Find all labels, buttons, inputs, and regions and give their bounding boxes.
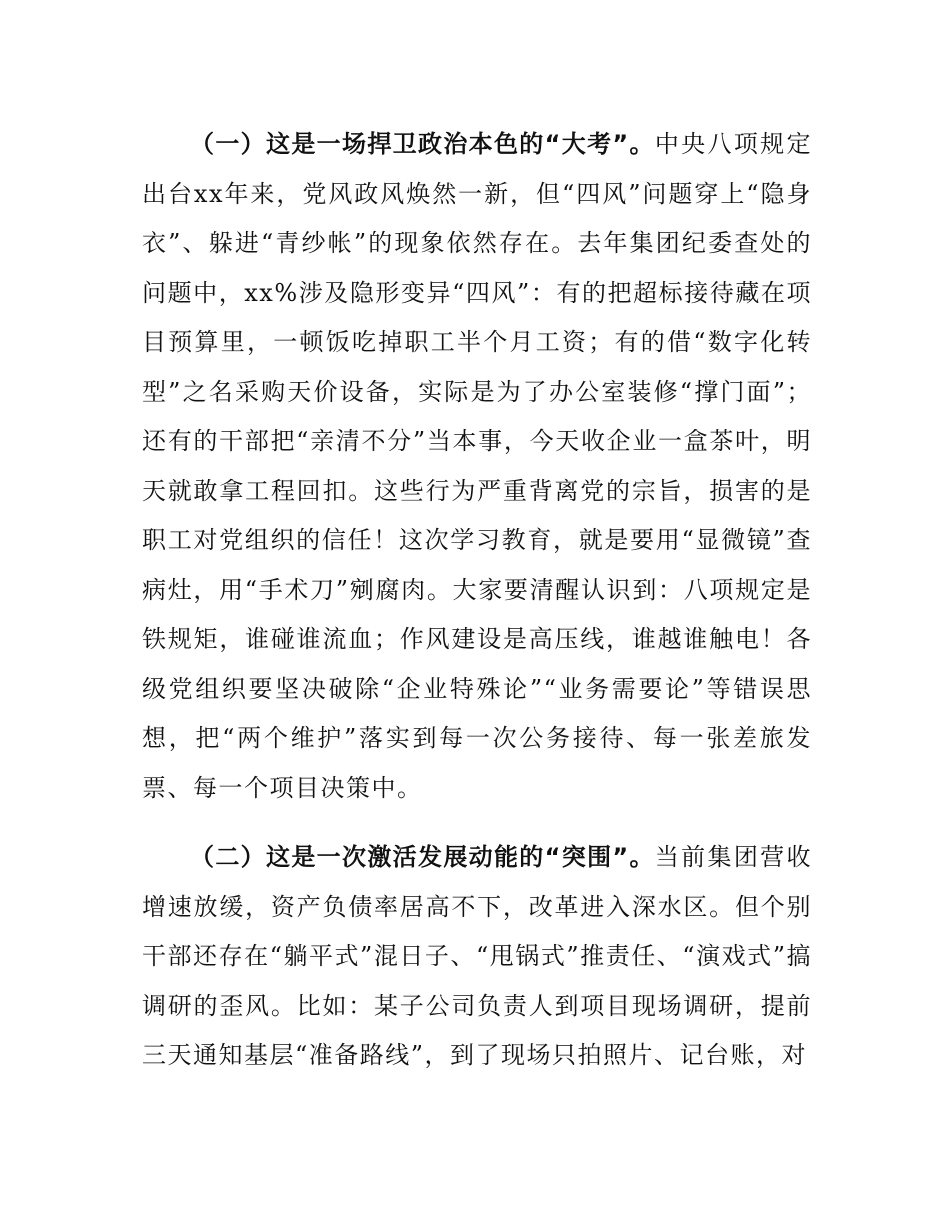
paragraph-1-body: 中央八项规定出台xx年来，党风政风焕然一新，但“四风”问题穿上“隐身衣”、躲进“青纱帐”的现象依然存在。去年集团纪委查处的问题中，xx%涉及隐形变异“四风”：有的把超标接待藏在项目预算里，一顿饭吃掉职工半个月工资；有的借“数字化转型”之名采购天价设备，实际是为了办公室装修“撑门面”；还有的干部把“亲清不分”当本事，今天收企业一盒茶叶，明天就敢拿工程回扣。这些行为严重背离党的宗旨，损害的是职工对党组织的信任！这次学习教育，就是要用“显微镜”查病灶，用“手术刀”剜腐肉。大家要清醒认识到：八项规定是铁规矩，谁碰谁流血；作风建设是高压线，谁越谁触电！各级党组织要坚决破除“企业特殊论”“业务需要论”等错误思想，把“两个维护”落实到每一次公务接待、每一张差旅发票、每一个项目决策中。 (142, 130, 813, 802)
paragraph-2-body: 当前集团营收增速放缓，资产负债率居高不下，改革进入深水区。但个别干部还存在“躺平式”混日子、“甩锅式”推责任、“演戏式”搞调研的歪风。比如：某子公司负责人到项目现场调研，提前三天通知基层“准备路线”，到了现场只拍照片、记台账，对 (142, 843, 813, 1069)
paragraph-2 (142, 833, 812, 1081)
paragraph-1 (142, 120, 812, 813)
paragraph-2-heading: （二）这是一次激活发展动能的“突围”。 (190, 843, 655, 871)
paragraph-1-heading: （一）这是一场捍卫政治本色的“大考”。 (190, 130, 655, 158)
document-body (142, 120, 812, 1081)
